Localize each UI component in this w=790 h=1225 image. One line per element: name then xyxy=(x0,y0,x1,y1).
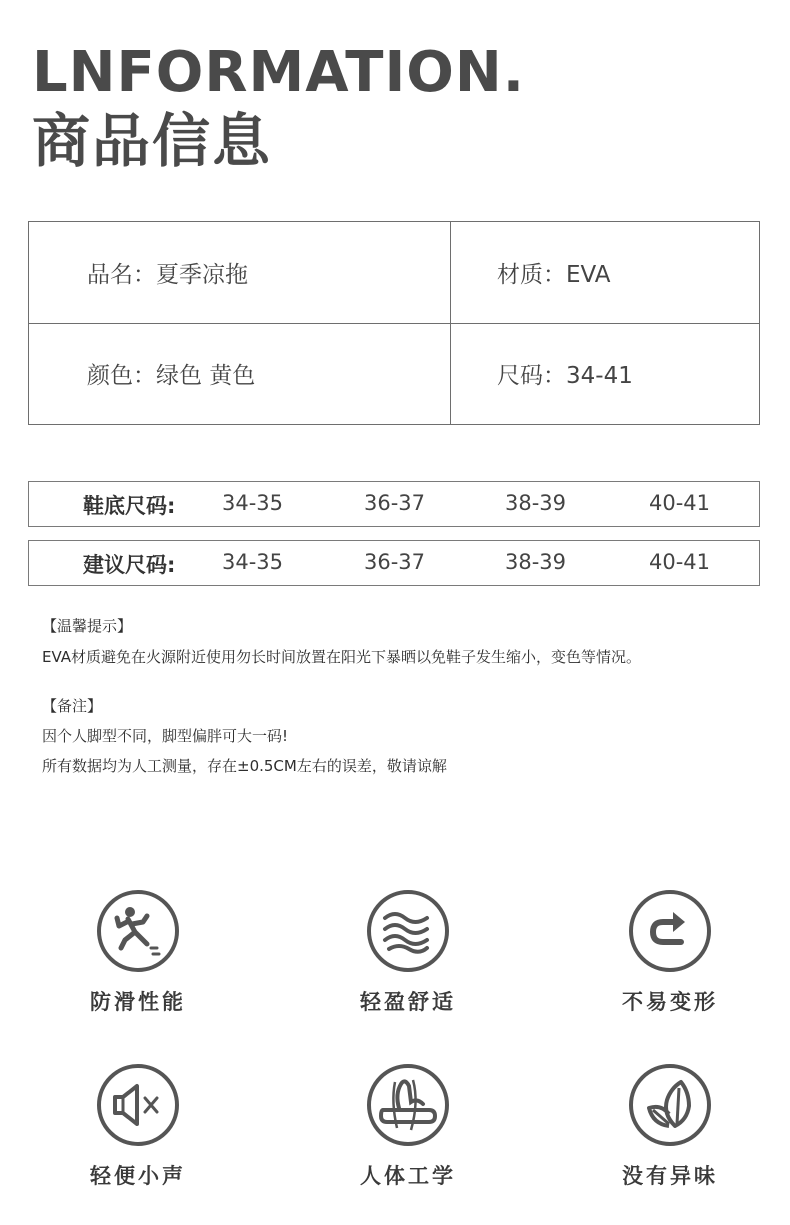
sole-size-value: 38-39 xyxy=(505,491,567,515)
suggested-size-label: 建议尺码: xyxy=(83,553,176,577)
color-cell: 颜色：绿色 黄色 xyxy=(29,323,451,425)
feature-lightweight xyxy=(338,888,478,1016)
remark-line-2: 所有数据均为人工测量，存在±0.5CM左右的误差，敬请谅解 xyxy=(42,757,447,775)
suggested-size-row xyxy=(28,540,760,586)
feature-shape-retention xyxy=(600,888,740,1016)
feature-label: 不易变形 xyxy=(622,990,718,1014)
suggested-size-value: 40-41 xyxy=(649,550,711,574)
sole-size-row xyxy=(28,481,760,527)
anti-slip-icon xyxy=(95,888,181,974)
product-info-table xyxy=(28,221,760,425)
waves-icon xyxy=(365,888,451,974)
feature-label: 人体工学 xyxy=(360,1164,456,1188)
mute-speaker-icon xyxy=(95,1062,181,1148)
size-range-cell: 尺码：34-41 xyxy=(451,323,760,425)
tip-title: 【温馨提示】 xyxy=(42,617,133,635)
sole-size-value: 36-37 xyxy=(364,491,426,515)
arrow-turn-icon xyxy=(627,888,713,974)
feature-anti-slip xyxy=(68,888,208,1016)
tip-text: EVA材质避免在火源附近使用勿长时间放置在阳光下暴晒以免鞋子发生缩小，变色等情况。 xyxy=(42,648,642,666)
page-title-cn: 商品信息 xyxy=(32,107,273,175)
suggested-size-value: 36-37 xyxy=(364,550,426,574)
suggested-size-value: 38-39 xyxy=(505,550,567,574)
feature-label: 轻盈舒适 xyxy=(360,990,456,1014)
product-name-cell: 品名：夏季凉拖 xyxy=(29,222,451,324)
remark-title: 【备注】 xyxy=(42,697,103,715)
sole-size-label: 鞋底尺码: xyxy=(83,494,176,518)
feature-label: 防滑性能 xyxy=(90,990,186,1014)
suggested-size-value: 34-35 xyxy=(222,550,284,574)
remark-line-1: 因个人脚型不同，脚型偏胖可大一码! xyxy=(42,727,289,745)
leaf-icon xyxy=(627,1062,713,1148)
feature-ergonomic xyxy=(338,1062,478,1190)
sole-size-value: 40-41 xyxy=(649,491,711,515)
material-cell: 材质：EVA xyxy=(451,222,760,324)
ergonomic-foot-icon xyxy=(365,1062,451,1148)
feature-quiet xyxy=(68,1062,208,1190)
feature-odorless xyxy=(600,1062,740,1190)
sole-size-value: 34-35 xyxy=(222,491,284,515)
feature-label: 没有异味 xyxy=(622,1164,718,1188)
feature-label: 轻便小声 xyxy=(90,1164,186,1188)
page-title-en: LNFORMATION. xyxy=(32,40,526,105)
